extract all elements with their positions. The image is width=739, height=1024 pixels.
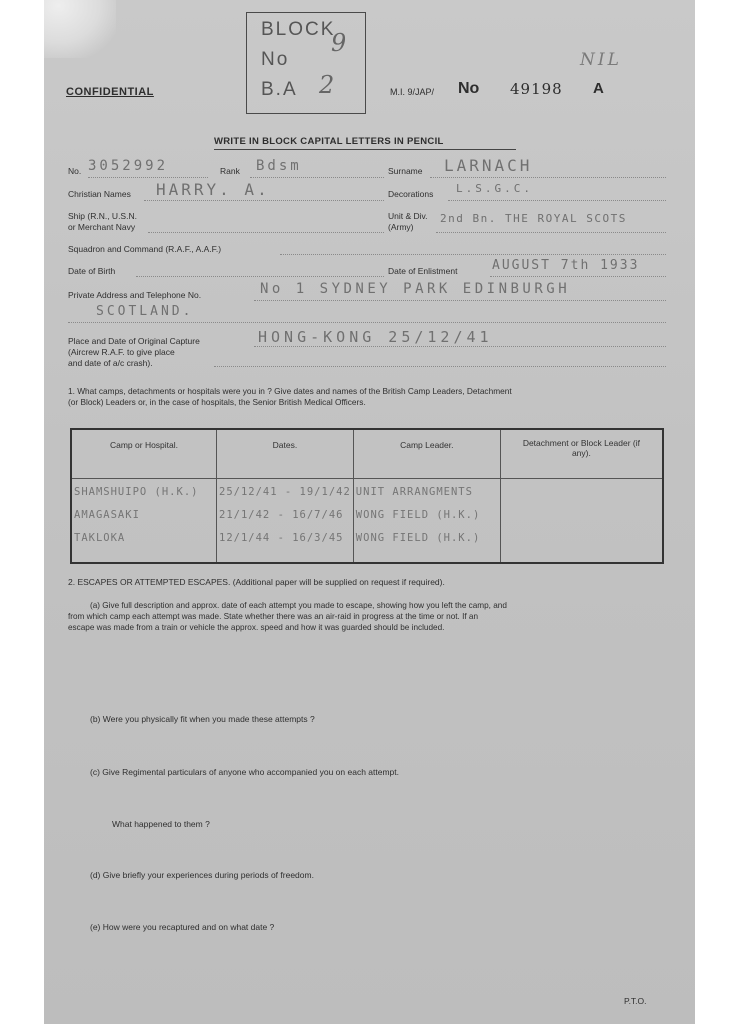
- table-cell-detachment: [500, 479, 663, 564]
- form-sheet: [44, 0, 695, 1024]
- enlistment-value: AUGUST 7th 1933: [492, 258, 640, 273]
- section2-e: (e) How were you recaptured and on what date ?: [90, 922, 275, 932]
- section2-a-line3: escape was made from a train or vehicle the approx. speed and how it was guarded should be included.: [68, 623, 445, 632]
- ship-label-2: or Merchant Navy: [68, 222, 136, 232]
- no-label: No.: [68, 166, 82, 176]
- block-stamp: [246, 12, 366, 114]
- table-cell-dates: 21/1/42 - 16/7/46: [219, 509, 344, 521]
- pto-label: P.T.O.: [624, 996, 647, 1006]
- table-cell-dates: 12/1/44 - 16/3/45: [219, 532, 344, 544]
- table-cell-leader: WONG FIELD (H.K.): [355, 509, 481, 521]
- confidential-label: CONFIDENTIAL: [66, 86, 154, 98]
- table-cell-camp: TAKLOKA: [74, 532, 126, 544]
- capture-label-3: and date of a/c crash).: [68, 358, 153, 368]
- enlistment-label: Date of Enlistment: [388, 266, 458, 276]
- address-value-2: SCOTLAND.: [96, 304, 194, 319]
- folded-corner: [44, 0, 116, 58]
- unit-label-2: (Army): [388, 222, 414, 232]
- instruction-heading: WRITE IN BLOCK CAPITAL LETTERS IN PENCIL: [214, 136, 444, 147]
- squadron-label: Squadron and Command (R.A.F., A.A.F.): [68, 244, 222, 254]
- rank-label: Rank: [220, 166, 240, 176]
- ship-label-1: Ship (R.N., U.S.N.: [68, 211, 137, 221]
- decorations-label: Decorations: [388, 189, 434, 199]
- section2-b: (b) Were you physically fit when you made these attempts ?: [90, 714, 315, 724]
- table-cell-leader: UNIT ARRANGMENTS: [355, 486, 473, 498]
- christian-names-label: Christian Names: [68, 189, 131, 199]
- surname-value: LARNACH: [444, 156, 533, 175]
- camps-table-body: [71, 479, 663, 564]
- nil-note: NIL: [580, 50, 622, 70]
- address-label: Private Address and Telephone No.: [68, 290, 202, 300]
- section2-a-line1: (a) Give full description and approx. date of each attempt you made to escape, showing how you left the camp, and: [90, 601, 507, 610]
- capture-label-1: Place and Date of Original Capture: [68, 336, 200, 346]
- unit-value: 2nd Bn. THE ROYAL SCOTS: [440, 212, 627, 225]
- decorations-value: L.S.G.C.: [456, 182, 533, 195]
- camps-table-header: [71, 429, 663, 479]
- section2-d: (d) Give briefly your experiences during periods of freedom.: [90, 870, 314, 880]
- dob-label: Date of Birth: [68, 266, 116, 276]
- number-label: No: [458, 80, 480, 97]
- table-cell-dates: 25/12/41 - 19/1/42: [219, 486, 351, 498]
- col-camp: Camp or Hospital.: [71, 429, 217, 479]
- surname-label: Surname: [388, 166, 423, 176]
- rank-value: Bdsm: [256, 158, 302, 174]
- col-camp-leader: Camp Leader.: [353, 429, 500, 479]
- stamp-ba: B.A: [261, 79, 298, 100]
- table-cell-camp: AMAGASAKI: [74, 509, 140, 521]
- table-cell-leader: WONG FIELD (H.K.): [355, 532, 481, 544]
- ref-code: M.I. 9/JAP/: [390, 87, 435, 97]
- section2-a-line2: from which camp each attempt was made. State whether there was an air-raid in progress at the time or not. If an: [68, 612, 479, 621]
- col-dates: Dates.: [217, 429, 354, 479]
- col-detachment-leader: Detachment or Block Leader (if any).: [500, 429, 663, 479]
- unit-label-1: Unit & Div.: [388, 211, 428, 221]
- form-suffix: A: [593, 80, 604, 97]
- section2-c-sub: What happened to them ?: [112, 819, 210, 829]
- section2-c: (c) Give Regimental particulars of anyone who accompanied you on each attempt.: [90, 767, 399, 777]
- address-value-1: No 1 SYDNEY PARK EDINBURGH: [260, 281, 571, 297]
- stamp-handwritten-9: 9: [331, 29, 350, 57]
- capture-value: HONG-KONG 25/12/41: [258, 328, 493, 346]
- camps-table: [70, 428, 664, 564]
- section1-question-line2: (or Block) Leaders or, in the case of hospitals, the Senior British Medical Officers.: [68, 397, 366, 407]
- table-cell-camp: SHAMSHUIPO (H.K.): [74, 486, 199, 498]
- section2-a: [68, 600, 668, 633]
- stamp-no: No: [261, 49, 290, 70]
- stamp-block: BLOCK: [261, 19, 336, 40]
- capture-label-2: (Aircrew R.A.F. to give place: [68, 347, 175, 357]
- christian-names-value: HARRY. A.: [156, 180, 270, 199]
- no-value: 3052992: [88, 158, 169, 174]
- section2-title: 2. ESCAPES OR ATTEMPTED ESCAPES. (Additional paper will be supplied on request if required).: [68, 577, 445, 587]
- instruction-underline: [214, 149, 516, 150]
- section1-question-line1: 1. What camps, detachments or hospitals were you in ? Give dates and names of the British Camp Leaders, Detachment: [68, 386, 512, 396]
- stamp-handwritten-2: 2: [319, 71, 338, 99]
- form-number: 49198: [510, 80, 563, 98]
